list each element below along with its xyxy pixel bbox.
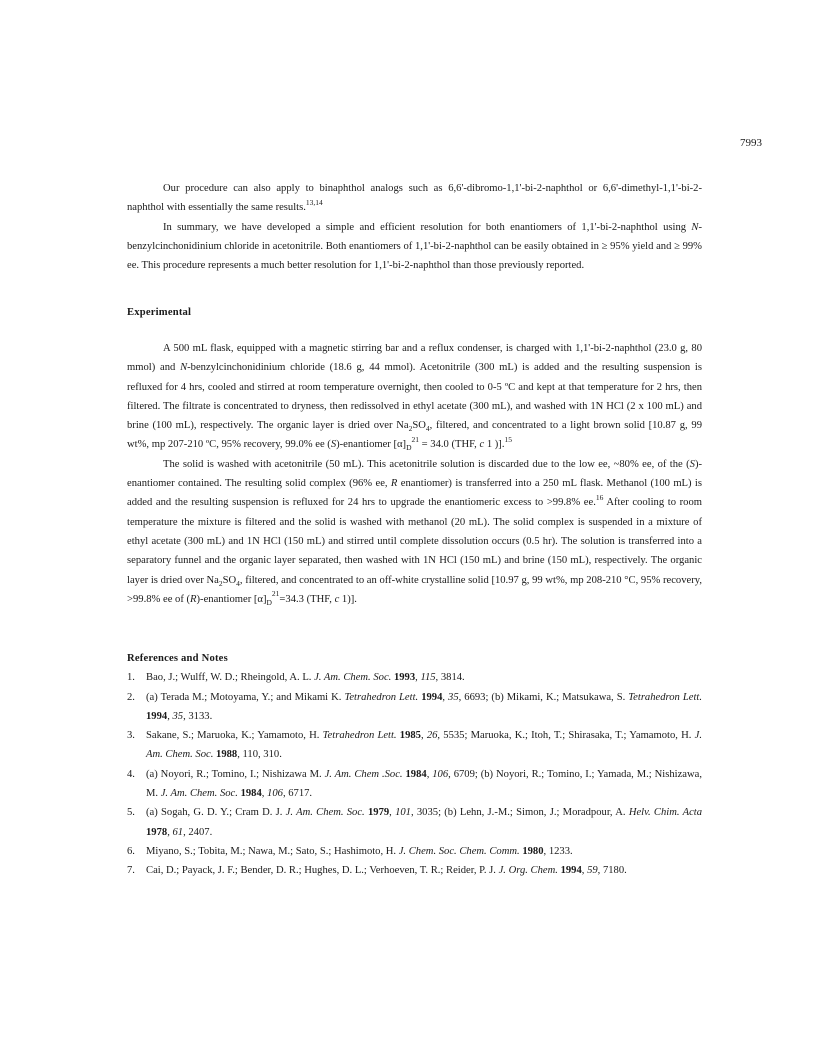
reference-item: 7. Cai, D.; Payack, J. F.; Bender, D. R.; Hughes, D. L.; Verhoeven, T. R.; Reider, P. J. J. Org. Chem. 1994, 59, 7180. <box>127 861 702 880</box>
reference-item: 6. Miyano, S.; Tobita, M.; Nawa, M.; Sato, S.; Hashimoto, H. J. Chem. Soc. Chem. Comm. 1980, 1233. <box>127 842 702 861</box>
experimental-heading: Experimental <box>127 307 192 318</box>
reference-number: 7. <box>127 865 135 877</box>
reference-number: 2. <box>127 691 135 703</box>
experimental-heading-block <box>127 303 702 322</box>
intro-paragraph-2: In summary, we have developed a simple and efficient resolution for both enantiomers of 1,1'-bi-2-naphthol using N-benzylcinchonidinium chloride in acetonitrile. Both enantiomers of 1,1'-bi-2-naphthol can be easily obtained in ≥ 95% yield and ≥ 99% ee. This procedure represents a much better resolution for 1,1'-bi-2-naphthol than those previously reported. <box>127 221 702 272</box>
experimental-paragraph-1: A 500 mL flask, equipped with a magnetic stirring bar and a reflux condenser, is charged with 1,1'-bi-2-naphthol (23.0 g, 80 mmol) and N-benzylcinchonidinium chloride (18.6 g, 44 mmol). Acetonitrile (300 mL) is added and the resulting suspension is refluxed for 4 hrs, cooled and stirred at room temperature overnight, then cooled to 0-5 ºC and kept at that temperature for 2 hrs, then filtered. The filtrate is concentrated to dryness, then redissolved in ethyl acetate (300 mL), and washed with 1N HCl (2 x 100 mL) and brine (100 mL), respectively. The organic layer is dried over $Na_2SO_4$, filtered, and concentrated to a light brown solid [10.87 g, 99 wt%, mp 207-210 ºC, 95% recovery, 99.0% ee (S)-enantiomer $[\alpha]_D^{21} = 34.0$ (THF, c 1 )].$^{15}$ <box>127 343 702 453</box>
reference-number: 3. <box>127 730 135 742</box>
citation: 15 <box>504 434 512 444</box>
intro-section <box>127 179 702 275</box>
reference-number: 4. <box>127 768 135 780</box>
page-number: 7993 <box>740 137 762 149</box>
intro-paragraph-1: Our procedure can also apply to binaphthol analogs such as 6,6'-dibromo-1,1'-bi-2-naphthol or 6,6'-dimethyl-1,1'-bi-2-naphthol with essentially the same results.$^{13,14}$ <box>127 183 702 214</box>
experimental-paragraph-2: The solid is washed with acetonitrile (50 mL). This acetonitrile solution is discarded due to the low ee, ~80% ee, of the (S)-enantiomer contained. The resulting solid complex (96% ee, R enantiomer) is transferred into a 250 mL flask. Methanol (100 mL) is added and the resulting suspension is refluxed for 24 hrs to upgrade the enantiomeric excess to >99.8% ee.$^{16}$ After cooling to room temperature the mixture is filtered and the solid is washed with methanol (20 mL). The solid complex is suspended in a mixture of ethyl acetate (300 mL) and 1N HCl (150 mL) and stirred until complete dissolution occurs (0.5 hr). The solution is transferred into a separatory funnel and the organic layer separated, then washed with 1N HCl (150 mL) and brine (150 mL), respectively. The organic layer is dried over $Na_2SO_4$, filtered, and concentrated to an off-white crystalline solid [10.97 g, 99 wt%, mp 208-210 °C, 95% recovery, >99.8% ee of (R)-enantiomer $[\alpha]_D^{21}=34.3$ (THF, c 1)]. <box>127 458 703 607</box>
references-section <box>127 649 702 881</box>
citation: 16 <box>595 492 604 502</box>
citation: 13,14 <box>305 197 323 207</box>
references-heading: References and Notes <box>127 653 228 664</box>
reference-item: 3. Sakane, S.; Maruoka, K.; Yamamoto, H. Tetrahedron Lett. 1985, 26, 5535; Maruoka, K.; Itoh, T.; Shirasaka, T.; Yamamoto, H. J. Am. Chem. Soc. 1988, 110, 310. <box>127 726 702 765</box>
reference-list <box>127 668 702 880</box>
experimental-section <box>127 339 702 609</box>
reference-item: 5. (a) Sogah, G. D. Y.; Cram D. J. J. Am. Chem. Soc. 1979, 101, 3035; (b) Lehn, J.-M.; Simon, J.; Moradpour, A. Helv. Chim. Acta 1978, 61, 2407. <box>127 803 702 842</box>
reference-number: 6. <box>127 845 135 857</box>
reference-item: 2. (a) Terada M.; Motoyama, Y.; and Mikami K. Tetrahedron Lett. 1994, 35, 6693; (b) Mikami, K.; Matsukawa, S. Tetrahedron Lett. 1994, 35, 3133. <box>127 688 702 727</box>
reference-item: 4. (a) Noyori, R.; Tomino, I.; Nishizawa M. J. Am. Chem .Soc. 1984, 106, 6709; (b) Noyori, R.; Tomino, I.; Yamada, M.; Nishizawa, M. J. Am. Chem. Soc. 1984, 106, 6717. <box>127 765 702 804</box>
reference-number: 5. <box>127 807 135 819</box>
reference-item: 1. Bao, J.; Wulff, W. D.; Rheingold, A. L. J. Am. Chem. Soc. 1993, 115, 3814. <box>127 668 702 687</box>
reference-number: 1. <box>127 672 135 684</box>
